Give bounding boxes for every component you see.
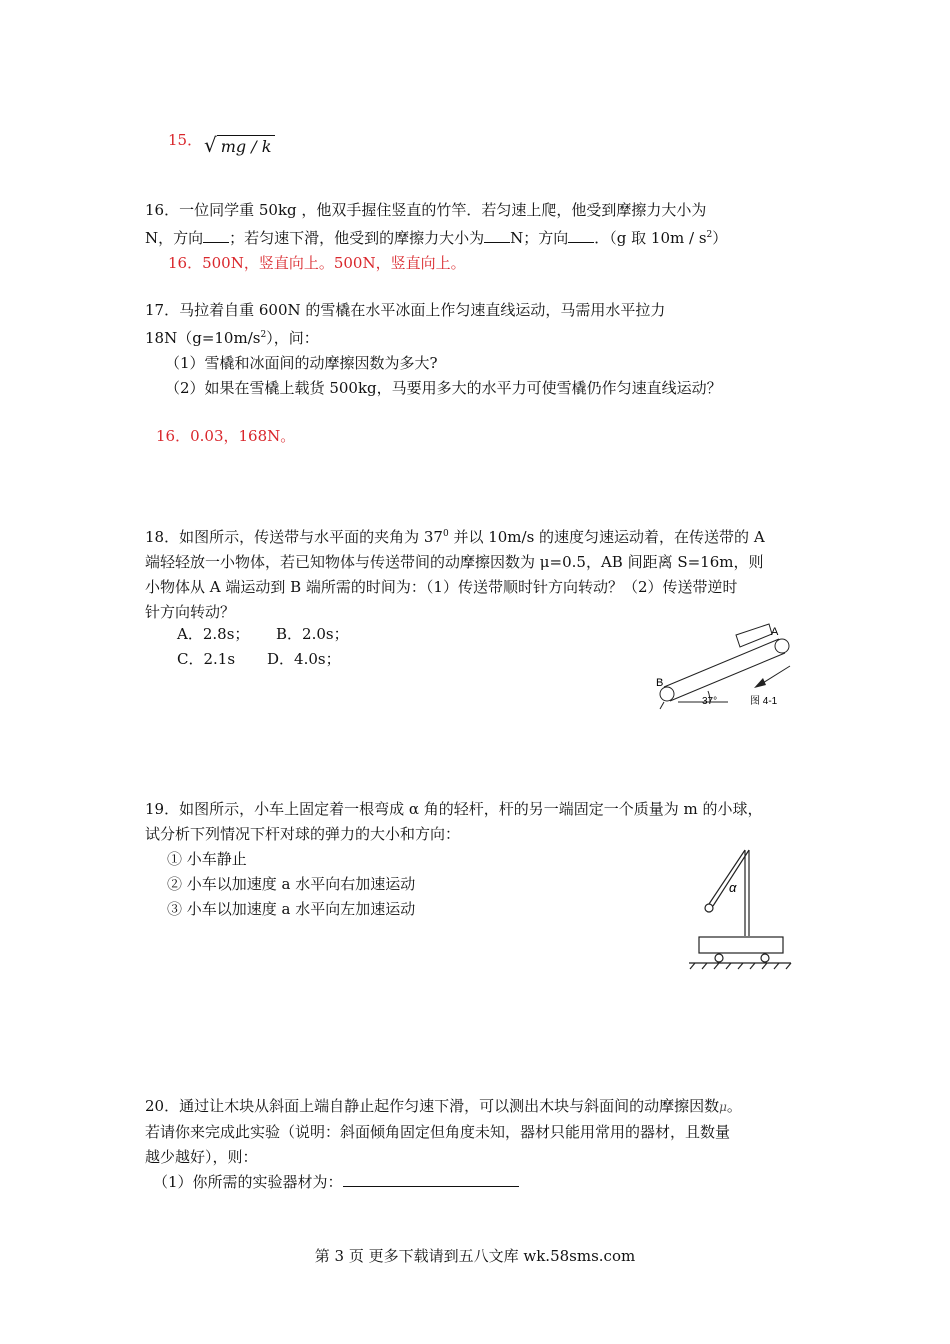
- q18: [145, 522, 810, 625]
- q16-line2: N，方向 ；若匀速下滑，他受到的摩擦力大小为 N；方向 ．（g 取 $10m / s^2$）: [145, 223, 810, 251]
- q20-line2: 若请你来完成此实验（说明：斜面倾角固定但角度未知，器材只能用常用的器材，且数量: [145, 1123, 731, 1141]
- q17: [145, 298, 810, 401]
- bent-rod-edge: [713, 850, 749, 906]
- page-footer: 第 3 页 更多下载请到五八文库 wk.58sms.com: [314, 1247, 636, 1265]
- q17-answer: 16．0.03，168N。: [156, 427, 296, 445]
- q18-option-a: A．2.8s；: [177, 625, 250, 643]
- q18-option-c: C．2.1s: [177, 650, 236, 668]
- block: [736, 624, 772, 647]
- ground-hatch: [690, 963, 791, 969]
- figure-caption: 图 4-1: [750, 696, 778, 707]
- q15-radicand: mg / k: [217, 135, 276, 156]
- q19-item2: ② 小车以加速度 a 水平向右加速运动: [167, 875, 416, 893]
- q19-line2: 试分析下列情况下杆对球的弹力的大小和方向：: [145, 825, 461, 843]
- q18-line3: 小物体从 A 端运动到 B 端所需的时间为：（1）传送带顺时针方向转动？（2）传送带逆时: [145, 578, 738, 596]
- q20-line1: 20．通过让木块从斜面上端自静止起作匀速下滑，可以测出木块与斜面间的动摩擦因数μ。: [145, 1097, 742, 1115]
- q18-line1: 18．如图所示，传送带与水平面的夹角为 $37^0$ 并以 10m/s 的速度匀速运动着，在传送带的 A: [145, 528, 765, 546]
- q16: [145, 198, 810, 276]
- cart-body: [699, 937, 783, 953]
- blank: [568, 226, 594, 243]
- q15-formula: √ mg / k: [204, 133, 275, 157]
- wheel-left: [715, 954, 723, 962]
- pulley-a: [775, 639, 789, 653]
- q15-number: 15．: [168, 131, 203, 149]
- arrow-head: [754, 678, 766, 688]
- pulley-b: [660, 687, 674, 701]
- q17-line2: $18N(g=10m/s^2)$，问：: [145, 329, 319, 347]
- q18-line2: 端轻轻放一小物体，若已知物体与传送带间的动摩擦因数为 μ=0.5，AB 间距离 S=16m，则: [145, 553, 764, 571]
- ball: [705, 904, 713, 912]
- q17-sub1: （1）雪橇和冰面间的动摩擦因数为多大?: [165, 354, 438, 372]
- blank: [484, 226, 510, 243]
- answer-blank: [343, 1170, 519, 1187]
- q17-sub2: （2）如果在雪橇上载货 500kg，马要用多大的水平力可使雪橇仍作匀速直线运动？: [165, 379, 722, 397]
- q17-line1: 17．马拉着自重 600N 的雪橇在水平冰面上作匀速直线运动，马需用水平拉力: [145, 301, 666, 319]
- angle-label: 37°: [702, 696, 718, 707]
- alpha-label: α: [729, 880, 737, 895]
- q16-line1: 16．一位同学重 50kg ，他双手握住竖直的竹竿．若匀速上爬，他受到摩擦力大小为: [145, 201, 707, 219]
- support-mark: [660, 702, 664, 709]
- label-a: A: [771, 626, 779, 638]
- bent-rod: [709, 850, 745, 904]
- q20-line4: （1）你所需的实验器材为：: [145, 1170, 810, 1195]
- cart-figure: [685, 840, 800, 975]
- q19-line1: 19．如图所示，小车上固定着一根弯成 α 角的轻杆，杆的另一端固定一个质量为 m 的小球，: [145, 800, 763, 818]
- label-b: B: [656, 677, 664, 689]
- blank: [203, 226, 229, 243]
- q18-option-b: B．2.0s；: [276, 625, 349, 643]
- q20-line3: 越少越好），则：: [145, 1148, 258, 1166]
- q18-option-d: D．4.0s；: [267, 650, 341, 668]
- q19-item1: ① 小车静止: [167, 850, 247, 868]
- conveyor-figure: [650, 620, 810, 720]
- q20: [145, 1094, 810, 1195]
- q16-answer: 16．500N，竖直向上。500N，竖直向上。: [168, 254, 466, 272]
- wheel-right: [761, 954, 769, 962]
- q19-item3: ③ 小车以加速度 a 水平向左加速运动: [167, 900, 416, 918]
- q18-line4: 针方向转动？: [145, 603, 236, 621]
